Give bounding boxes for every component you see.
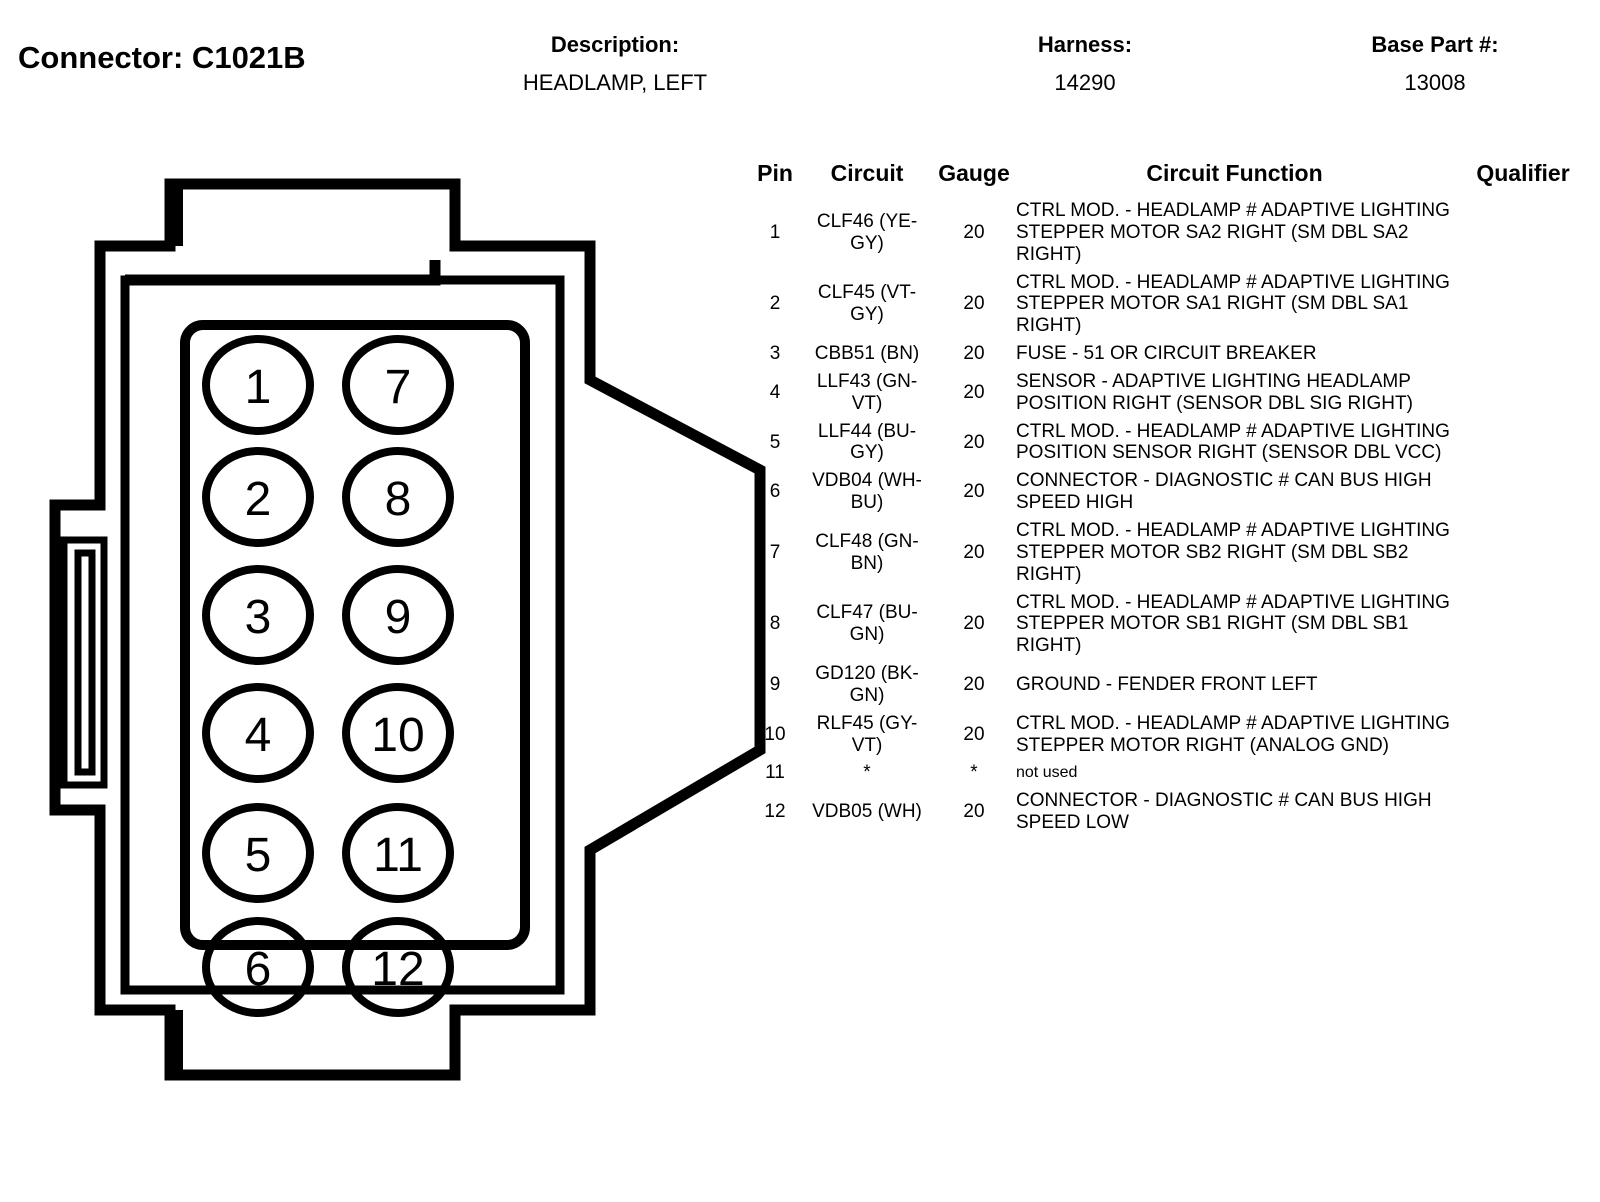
pin-label-9: 9 xyxy=(384,591,412,644)
table-row xyxy=(748,589,1593,661)
cell-pin: 3 xyxy=(769,343,781,365)
pin-circles xyxy=(206,339,450,1013)
pin-label-8: 8 xyxy=(384,473,412,526)
col-header-function: Circuit Function xyxy=(1146,160,1323,186)
connector-title: Connector: C1021B xyxy=(18,40,306,75)
cell-qualifier xyxy=(1453,368,1593,418)
cell-pin: 2 xyxy=(769,293,781,315)
cell-qualifier xyxy=(1453,418,1593,468)
harness-block xyxy=(960,32,1210,96)
pin-label-5: 5 xyxy=(244,829,272,882)
pin-label-2: 2 xyxy=(244,473,272,526)
diagram-header xyxy=(0,0,1600,110)
cell-function: CTRL MOD. - HEADLAMP # ADAPTIVE LIGHTING STEPPER MOTOR SA2 RIGHT (SM DBL SA2 RIGHT) xyxy=(1016,200,1450,265)
side-latch-detail xyxy=(64,540,104,785)
cell-qualifier xyxy=(1453,710,1593,760)
pin-table-body xyxy=(748,197,1593,837)
col-header-pin: Pin xyxy=(757,160,793,186)
harness-value: 14290 xyxy=(1054,70,1116,95)
cell-gauge: 20 xyxy=(963,673,985,695)
cell-function: CTRL MOD. - HEADLAMP # ADAPTIVE LIGHTING POSITION SENSOR RIGHT (SENSOR DBL VCC) xyxy=(1016,420,1450,464)
cell-function: SENSOR - ADAPTIVE LIGHTING HEADLAMP POSITION RIGHT (SENSOR DBL SIG RIGHT) xyxy=(1016,370,1413,414)
pin-label-11: 11 xyxy=(373,829,423,882)
cell-qualifier xyxy=(1453,197,1593,269)
pin-table xyxy=(748,160,1593,837)
cell-pin: 9 xyxy=(769,673,781,695)
table-row xyxy=(748,368,1593,418)
cell-gauge: 20 xyxy=(963,293,985,315)
cell-circuit: RLF45 (GY-VT) xyxy=(816,712,918,756)
cell-qualifier xyxy=(1453,517,1593,589)
cell-circuit: CBB51 (BN) xyxy=(814,343,920,365)
cell-qualifier xyxy=(1453,340,1593,368)
pin-label-7: 7 xyxy=(384,361,412,414)
base-part-value: 13008 xyxy=(1404,70,1466,95)
cell-gauge: 20 xyxy=(963,723,985,745)
cell-pin: 11 xyxy=(765,762,785,784)
pin-label-1: 1 xyxy=(244,361,272,414)
table-row xyxy=(748,787,1593,837)
cell-gauge: 20 xyxy=(963,343,985,365)
cell-pin: 6 xyxy=(769,481,781,503)
cell-function: not used xyxy=(1016,764,1078,782)
cell-circuit: CLF45 (VT-GY) xyxy=(817,282,917,326)
cell-gauge: * xyxy=(970,762,978,784)
harness-label: Harness: xyxy=(1037,32,1133,57)
cell-circuit: LLF43 (GN-VT) xyxy=(816,370,918,414)
cell-function: GROUND - FENDER FRONT LEFT xyxy=(1016,673,1318,695)
pin-label-6: 6 xyxy=(244,943,272,996)
cell-pin: 4 xyxy=(769,381,781,403)
cell-function: CONNECTOR - DIAGNOSTIC # CAN BUS HIGH SPEED LOW xyxy=(1016,790,1432,834)
pin-label-4: 4 xyxy=(244,709,272,762)
table-row xyxy=(748,517,1593,589)
cell-circuit: CLF47 (BU-GN) xyxy=(816,602,918,646)
cell-qualifier xyxy=(1453,660,1593,710)
table-row xyxy=(748,340,1593,368)
cell-function: CTRL MOD. - HEADLAMP # ADAPTIVE LIGHTING STEPPER MOTOR RIGHT (ANALOG GND) xyxy=(1016,712,1450,756)
col-header-qualifier: Qualifier xyxy=(1476,160,1570,186)
cell-qualifier xyxy=(1453,467,1593,517)
base-part-block xyxy=(1290,32,1580,96)
cell-qualifier xyxy=(1453,787,1593,837)
cell-circuit: GD120 (BK-GN) xyxy=(815,663,919,706)
table-row xyxy=(748,269,1593,341)
cell-gauge: 20 xyxy=(963,481,985,503)
table-row xyxy=(748,759,1593,787)
cell-qualifier xyxy=(1453,589,1593,661)
cell-circuit: VDB04 (WH-BU) xyxy=(812,470,922,514)
col-header-gauge: Gauge xyxy=(938,160,1010,186)
table-row xyxy=(748,710,1593,760)
pin-label-10: 10 xyxy=(371,709,425,762)
cell-pin: 1 xyxy=(769,221,781,243)
cell-function: FUSE - 51 OR CIRCUIT BREAKER xyxy=(1016,343,1317,365)
cell-gauge: 20 xyxy=(963,431,985,453)
table-row xyxy=(748,660,1593,710)
cell-gauge: 20 xyxy=(963,541,985,563)
base-part-label: Base Part #: xyxy=(1371,32,1499,57)
cell-pin: 5 xyxy=(769,431,781,453)
description-block xyxy=(430,32,800,96)
table-row xyxy=(748,418,1593,468)
cell-pin: 8 xyxy=(769,613,781,635)
connector-diagram xyxy=(0,150,790,1190)
cell-circuit: VDB05 (WH) xyxy=(812,801,922,823)
cell-pin: 10 xyxy=(764,723,786,745)
cell-gauge: 20 xyxy=(963,801,985,823)
cell-pin: 12 xyxy=(764,801,786,823)
pin-label-12: 12 xyxy=(371,943,425,996)
cell-qualifier xyxy=(1453,269,1593,341)
cell-function: CTRL MOD. - HEADLAMP # ADAPTIVE LIGHTING STEPPER MOTOR SA1 RIGHT (SM DBL SA1 RIGHT) xyxy=(1016,271,1450,337)
cell-function: CTRL MOD. - HEADLAMP # ADAPTIVE LIGHTING STEPPER MOTOR SB1 RIGHT (SM DBL SB1 RIGHT) xyxy=(1016,591,1450,657)
table-row xyxy=(748,197,1593,269)
cell-gauge: 20 xyxy=(963,221,985,243)
cell-circuit: LLF44 (BU-GY) xyxy=(817,420,917,464)
col-header-circuit: Circuit xyxy=(830,160,904,186)
description-label: Description: xyxy=(550,32,680,57)
cell-qualifier xyxy=(1453,759,1593,787)
cell-pin: 7 xyxy=(769,541,781,563)
cell-gauge: 20 xyxy=(963,381,985,403)
description-value: HEADLAMP, LEFT xyxy=(522,70,708,95)
pin-label-3: 3 xyxy=(244,591,272,644)
cell-gauge: 20 xyxy=(963,613,985,635)
cell-function: CONNECTOR - DIAGNOSTIC # CAN BUS HIGH SPEED HIGH xyxy=(1016,470,1432,514)
table-header-row xyxy=(748,160,1593,197)
cell-circuit: CLF48 (GN-BN) xyxy=(815,530,919,574)
cell-circuit: CLF46 (YE-GY) xyxy=(816,210,918,254)
cell-circuit: * xyxy=(863,762,871,784)
cell-function: CTRL MOD. - HEADLAMP # ADAPTIVE LIGHTING STEPPER MOTOR SB2 RIGHT (SM DBL SB2 RIGHT) xyxy=(1016,519,1450,585)
pin-table-container xyxy=(748,160,1593,837)
table-row xyxy=(748,467,1593,517)
